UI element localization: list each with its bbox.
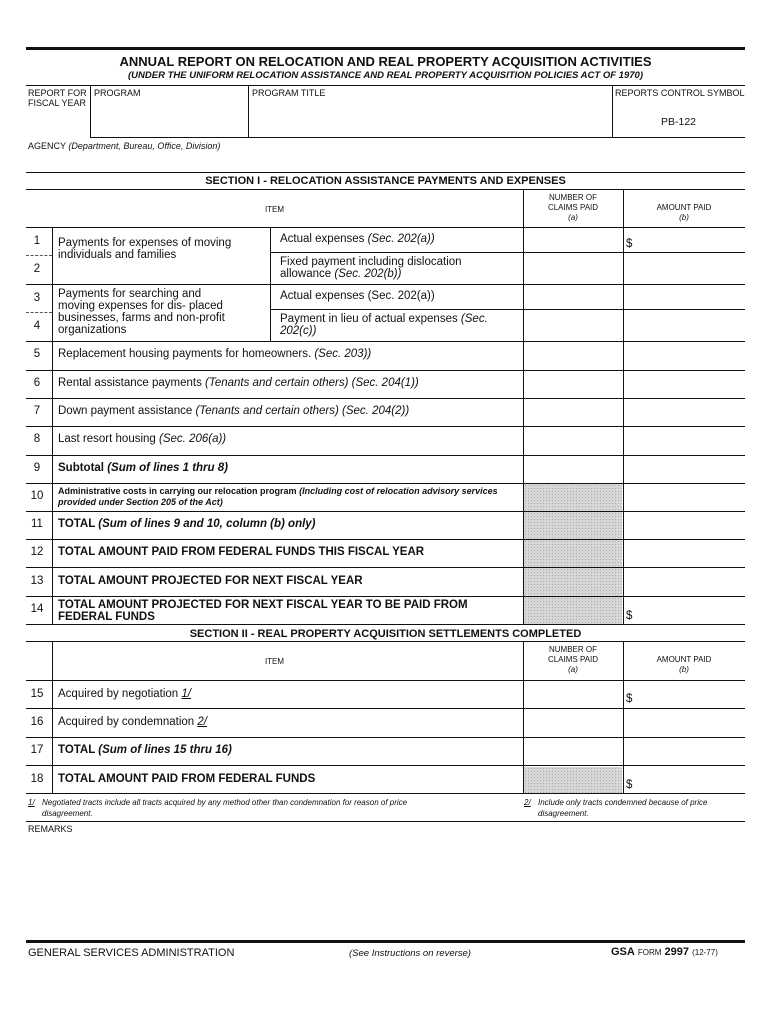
section1-title: SECTION I - RELOCATION ASSISTANCE PAYMENTS AND EXPENSES (205, 175, 566, 187)
remarks-rule (26, 821, 745, 822)
row-text-ref: (Sec. 202(b)) (334, 268, 402, 280)
row-number: 7 (33, 405, 41, 417)
claims-header-3: (a) (568, 213, 578, 222)
claims-header-2: CLAIMS PAID (547, 203, 599, 212)
footnote-1 (28, 797, 408, 819)
row-text-main: Fixed payment including dislocation allowance (280, 256, 462, 280)
header-divider (248, 85, 249, 138)
row-number: 17 (30, 744, 44, 756)
header-rule (26, 85, 745, 86)
form-word: FORM (637, 948, 662, 957)
section-rule (26, 641, 745, 642)
amount-input[interactable] (632, 228, 744, 252)
form-num: 2997 (664, 946, 690, 958)
row-text-main: Rental assistance payments (58, 377, 202, 389)
row-text-ref: (Sum of lines 1 thru 8) (107, 462, 228, 474)
fiscal-year-label: FISCAL YEAR (28, 98, 87, 108)
amount-input[interactable] (624, 456, 744, 482)
agency-label-text: AGENCY (28, 141, 66, 151)
row-number: 1 (33, 235, 41, 247)
row-number: 2 (33, 263, 41, 275)
amount-input[interactable] (624, 399, 744, 425)
claims-input[interactable] (524, 228, 622, 252)
row-text-main: TOTAL (58, 518, 96, 530)
row-text (58, 688, 191, 700)
row-text (58, 716, 207, 728)
row-text (280, 313, 510, 337)
agency-field[interactable] (26, 152, 745, 170)
row-text-main: TOTAL (58, 744, 96, 756)
row-number: 13 (30, 575, 44, 587)
fiscal-year-field[interactable] (28, 110, 86, 136)
claims-header-1: NUMBER OF (549, 193, 597, 202)
claims-input[interactable] (524, 310, 622, 340)
row-text-ref: (Sec. 206(a)) (159, 433, 227, 445)
row-text: TOTAL AMOUNT PAID FROM FEDERAL FUNDS THIS FISCAL YEAR (58, 546, 425, 558)
grid-line (52, 641, 53, 794)
amount-input[interactable] (624, 738, 744, 764)
remarks-label: REMARKS (28, 824, 73, 834)
row-text-main: Acquired by negotiation (58, 688, 179, 700)
claims-header-3: (a) (568, 665, 578, 674)
section2-title: SECTION II - REAL PROPERTY ACQUISITION SETTLEMENTS COMPLETED (189, 628, 582, 640)
shaded-cell (524, 484, 622, 511)
footnote-2 (524, 797, 739, 819)
amount-input[interactable] (624, 709, 744, 736)
amount-input[interactable] (636, 766, 744, 792)
form-gsa: GSA (611, 946, 635, 958)
amount-input[interactable] (624, 540, 744, 566)
row-number: 11 (31, 518, 43, 530)
row-text (58, 405, 409, 417)
amount-input[interactable] (624, 253, 744, 283)
footer-rule (26, 940, 745, 943)
row-text-main: Payment in lieu of actual expenses (280, 313, 458, 325)
row-text-main: Replacement housing payments for homeowners. (58, 348, 312, 360)
claims-input[interactable] (524, 681, 622, 707)
grid-line (26, 793, 745, 794)
reports-control-value: PB-122 (660, 116, 697, 128)
form-number (611, 946, 718, 958)
row-text (58, 348, 371, 360)
amount-input[interactable] (624, 342, 744, 369)
amount-header-2: (b) (679, 665, 689, 674)
shaded-cell (524, 767, 622, 793)
row-text: TOTAL AMOUNT PROJECTED FOR NEXT FISCAL YEAR (58, 575, 363, 587)
amount-header-1: AMOUNT PAID (656, 655, 712, 664)
row-text-ref: (Sec. 202(c)) (280, 313, 488, 337)
reports-control-label: REPORTS CONTROL SYMBOL (615, 88, 745, 98)
agency-note: (Department, Bureau, Office, Division) (68, 141, 221, 151)
row-text: TOTAL AMOUNT PROJECTED FOR NEXT FISCAL YEAR TO BE PAID FROM FEDERAL FUNDS (58, 599, 468, 623)
program-field[interactable] (92, 100, 246, 136)
row-text-ref: (Sec. 202(a)) (367, 233, 435, 245)
row-number: 18 (30, 773, 44, 785)
row-text (58, 377, 419, 389)
claims-header-2: CLAIMS PAID (547, 655, 599, 664)
claims-input[interactable] (524, 709, 622, 736)
header-divider (612, 85, 613, 138)
amount-input[interactable] (624, 568, 744, 595)
agency-label (28, 141, 220, 151)
row-number: 14 (30, 603, 44, 615)
row-text-main: Last resort housing (58, 433, 156, 445)
row-text (280, 290, 435, 302)
top-rule (26, 47, 745, 50)
item-header: ITEM (264, 205, 285, 214)
footnote-ref: 2/ (197, 716, 207, 728)
row-text-ref: (Tenants and certain others) (Sec. 204(2)) (195, 405, 410, 417)
claims-input[interactable] (524, 738, 622, 764)
claims-input[interactable] (524, 371, 622, 397)
row-text-main: Administrative costs in carrying our relocation program (58, 486, 297, 496)
amount-input[interactable] (624, 371, 744, 397)
item-header: ITEM (264, 657, 285, 666)
grid-line (26, 255, 52, 256)
amount-input[interactable] (636, 597, 744, 623)
form-subtitle: (UNDER THE UNIFORM RELOCATION ASSISTANCE AND REAL PROPERTY ACQUISITION POLICIES ACT OF 1970) (128, 70, 643, 81)
shaded-cell (524, 597, 622, 624)
claims-input[interactable] (524, 285, 622, 309)
row-number: 8 (33, 433, 41, 445)
row-text-ref: (Tenants and certain others) (Sec. 204(1)) (205, 377, 419, 389)
footnote-ref: 1/ (181, 688, 191, 700)
amount-input[interactable] (624, 285, 744, 309)
program-title-label: PROGRAM TITLE (252, 88, 326, 98)
claims-header-1: NUMBER OF (549, 645, 597, 654)
row-number: 16 (30, 716, 44, 728)
shaded-cell (524, 540, 622, 567)
footer-instructions: (See Instructions on reverse) (349, 948, 471, 959)
amount-input[interactable] (624, 512, 744, 538)
header-divider (90, 85, 91, 138)
amount-header-1: AMOUNT PAID (656, 203, 712, 212)
row-text (280, 256, 510, 280)
row-number: 10 (30, 490, 44, 502)
dollar-sign: $ (626, 610, 633, 622)
amount-input[interactable] (636, 681, 744, 707)
claims-input[interactable] (524, 253, 622, 283)
row-text (58, 486, 518, 508)
row-text-ref: (Including cost of relocation advisory services provided under Section 205 of the Act) (58, 486, 498, 507)
row-text (280, 233, 435, 245)
program-title-field[interactable] (250, 100, 610, 136)
shaded-cell (524, 512, 622, 539)
shaded-cell (524, 568, 622, 596)
grid-line (26, 312, 52, 313)
remarks-field[interactable] (28, 836, 743, 938)
amount-input[interactable] (624, 484, 744, 510)
claims-input[interactable] (524, 427, 622, 454)
row-text (58, 433, 226, 445)
amount-header-2: (b) (679, 213, 689, 222)
footnote-text: Negotiated tracts include all tracts acquired by any method other than condemnation for reason of price disagreement. (42, 798, 408, 818)
section-rule (26, 172, 745, 173)
report-for-label: REPORT FOR (28, 88, 87, 98)
claims-input[interactable] (524, 399, 622, 425)
form-title: ANNUAL REPORT ON RELOCATION AND REAL PROPERTY ACQUISITION ACTIVITIES (119, 54, 652, 69)
row-number: 3 (33, 292, 41, 304)
dollar-sign: $ (626, 779, 633, 791)
footnote-mark: 1/ (28, 798, 35, 807)
amount-input[interactable] (624, 310, 744, 340)
group2-label: Payments for searching and moving expenses for dis- placed businesses, farms and non-profit organizations (58, 288, 225, 336)
grid-line (26, 624, 745, 625)
footer-agency: GENERAL SERVICES ADMINISTRATION (28, 947, 235, 959)
row-text-main: Acquired by condemnation (58, 716, 195, 728)
row-text-main: Subtotal (58, 462, 104, 474)
row-number: 12 (30, 546, 44, 558)
claims-input[interactable] (524, 456, 622, 482)
section-rule (26, 189, 745, 190)
footnote-text: Include only tracts condemned because of price disagreement. (538, 798, 708, 818)
footnote-mark: 2/ (524, 798, 531, 807)
row-number: 4 (33, 320, 41, 332)
amount-input[interactable] (624, 427, 744, 454)
row-text-ref: (Sec. 203)) (314, 348, 372, 360)
claims-input[interactable] (524, 342, 622, 369)
row-text-main: Down payment assistance (58, 405, 193, 417)
dollar-sign: $ (626, 693, 633, 705)
header-rule (90, 137, 745, 138)
row-number: 9 (33, 462, 41, 474)
row-text (58, 744, 232, 756)
row-text-main: Actual expenses (Sec. 202(a)) (280, 290, 435, 302)
program-label: PROGRAM (94, 88, 141, 98)
row-number: 5 (33, 348, 41, 360)
row-text-ref: (Sum of lines 9 and 10, column (b) only) (98, 518, 316, 530)
row-text-ref: (Sum of lines 15 thru 16) (98, 744, 232, 756)
group1-label: Payments for expenses of moving individuals and families (58, 237, 232, 261)
form-date: (12-77) (692, 948, 718, 957)
row-text (58, 518, 316, 530)
row-text (58, 462, 228, 474)
row-number: 6 (33, 377, 41, 389)
row-text: TOTAL AMOUNT PAID FROM FEDERAL FUNDS (58, 773, 316, 785)
dollar-sign: $ (626, 238, 633, 250)
row-number: 15 (30, 688, 44, 700)
row-text-main: Actual expenses (280, 233, 365, 245)
